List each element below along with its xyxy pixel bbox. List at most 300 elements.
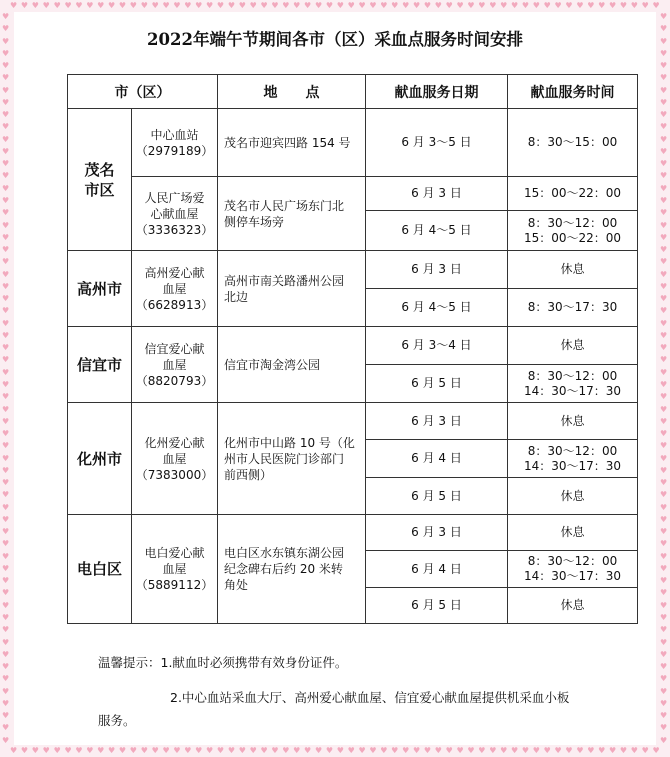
heart-icon: ♥ (336, 1, 344, 10)
heart-border-right (660, 12, 668, 745)
heart-icon: ♥ (2, 698, 10, 708)
heart-icon: ♥ (2, 637, 10, 647)
heart-icon: ♥ (129, 746, 137, 755)
city-cell: 高州市 (68, 251, 132, 327)
heart-icon: ♥ (510, 1, 519, 10)
heart-icon: ♥ (2, 588, 10, 598)
heart-icon: ♥ (216, 1, 225, 10)
heart-icon: ♥ (380, 1, 388, 10)
heart-icon: ♥ (660, 576, 668, 586)
heart-icon: ♥ (140, 746, 148, 755)
heart-icon: ♥ (423, 746, 432, 755)
heart-icon: ♥ (31, 1, 39, 10)
service-time-cell: 休息 (508, 251, 638, 289)
heart-icon: ♥ (445, 1, 453, 10)
heart-icon: ♥ (64, 746, 72, 755)
heart-icon: ♥ (554, 1, 562, 10)
heart-icon: ♥ (660, 539, 668, 549)
site-name-cell: 高州爱心献 血屋 （6628913） (132, 251, 218, 327)
service-date-cell: 6 月 5 日 (366, 365, 508, 403)
header-time: 献血服务时间 (508, 75, 638, 109)
service-time-cell: 休息 (508, 403, 638, 440)
service-date-cell: 6 月 5 日 (366, 588, 508, 624)
heart-icon: ♥ (358, 1, 366, 10)
heart-icon: ♥ (184, 1, 192, 10)
heart-icon: ♥ (521, 1, 530, 10)
heart-icon: ♥ (500, 1, 508, 10)
heart-icon: ♥ (576, 746, 584, 755)
heart-icon: ♥ (660, 649, 668, 659)
heart-border-left (2, 12, 10, 745)
table-row (68, 251, 638, 289)
heart-icon: ♥ (660, 563, 668, 573)
heart-icon: ♥ (2, 367, 10, 377)
heart-icon: ♥ (660, 183, 668, 193)
heart-icon: ♥ (2, 416, 10, 426)
heart-icon: ♥ (195, 746, 203, 755)
service-date-cell: 6 月 4～5 日 (366, 211, 508, 251)
heart-icon: ♥ (325, 746, 333, 755)
heart-icon: ♥ (118, 1, 127, 10)
heart-icon: ♥ (402, 746, 410, 755)
heart-icon: ♥ (347, 1, 355, 10)
heart-icon: ♥ (2, 490, 10, 500)
note-line-2: 2.中心血站采血大厅、高州爱心献血屋、信宜爱心献血屋提供机采血小板 (170, 690, 570, 705)
heart-icon: ♥ (660, 269, 668, 279)
heart-icon: ♥ (314, 1, 323, 10)
heart-icon: ♥ (75, 1, 83, 10)
service-time-cell: 8：30～12：00 14：30～17：30 (508, 365, 638, 403)
heart-icon: ♥ (238, 1, 246, 10)
heart-icon: ♥ (660, 85, 668, 95)
heart-icon: ♥ (660, 208, 668, 218)
header-city: 市（区） (68, 75, 218, 109)
heart-icon: ♥ (543, 1, 551, 10)
heart-icon: ♥ (660, 416, 668, 426)
heart-icon: ♥ (467, 1, 475, 10)
heart-icon: ♥ (293, 1, 301, 10)
heart-icon: ♥ (206, 1, 214, 10)
heart-icon: ♥ (31, 746, 39, 755)
header-date: 献血服务日期 (366, 75, 508, 109)
heart-icon: ♥ (660, 232, 668, 242)
heart-icon: ♥ (2, 330, 10, 340)
heart-icon: ♥ (216, 746, 225, 755)
heart-icon: ♥ (660, 12, 668, 21)
heart-icon: ♥ (2, 429, 10, 439)
document-page (14, 12, 656, 745)
heart-icon: ♥ (660, 502, 668, 512)
heart-icon: ♥ (86, 746, 94, 755)
heart-icon: ♥ (660, 674, 668, 684)
heart-icon: ♥ (630, 1, 638, 10)
heart-icon: ♥ (521, 746, 530, 755)
heart-icon: ♥ (598, 746, 606, 755)
heart-icon: ♥ (660, 48, 668, 58)
heart-icon: ♥ (2, 392, 10, 402)
heart-icon: ♥ (619, 1, 628, 10)
heart-icon: ♥ (2, 465, 10, 475)
heart-icon: ♥ (271, 746, 279, 755)
heart-icon: ♥ (641, 1, 649, 10)
heart-icon: ♥ (271, 1, 279, 10)
heart-icon: ♥ (478, 1, 486, 10)
address-cell: 茂名市迎宾四路 154 号 (218, 109, 366, 177)
heart-icon: ♥ (660, 245, 668, 255)
table-row (68, 109, 638, 177)
heart-icon: ♥ (660, 257, 668, 267)
heart-icon: ♥ (108, 746, 116, 755)
heart-icon: ♥ (2, 711, 10, 721)
heart-icon: ♥ (660, 36, 668, 46)
heart-icon: ♥ (2, 85, 10, 95)
heart-icon: ♥ (489, 1, 497, 10)
service-time-cell: 8：30～12：00 15：00～22：00 (508, 211, 638, 251)
heart-icon: ♥ (173, 746, 181, 755)
heart-icon: ♥ (249, 746, 257, 755)
page-title: 2022年端午节期间各市（区）采血点服务时间安排 (147, 30, 523, 49)
heart-icon: ♥ (587, 1, 595, 10)
heart-icon: ♥ (2, 527, 10, 537)
service-time-cell: 休息 (508, 588, 638, 624)
heart-icon: ♥ (660, 73, 668, 83)
heart-icon: ♥ (2, 600, 10, 610)
heart-icon: ♥ (660, 367, 668, 377)
site-name-cell: 中心血站 （2979189） (132, 109, 218, 177)
heart-icon: ♥ (42, 746, 50, 755)
heart-icon: ♥ (2, 245, 10, 255)
heart-icon: ♥ (2, 159, 10, 169)
table-row (68, 177, 638, 211)
heart-icon: ♥ (227, 746, 235, 755)
heart-icon: ♥ (2, 36, 10, 46)
heart-icon: ♥ (587, 746, 595, 755)
table-row (68, 515, 638, 551)
heart-icon: ♥ (660, 97, 668, 107)
heart-icon: ♥ (53, 746, 61, 755)
heart-icon: ♥ (489, 746, 497, 755)
heart-icon: ♥ (660, 686, 668, 696)
service-time-cell: 休息 (508, 327, 638, 365)
heart-icon: ♥ (2, 171, 10, 181)
heart-icon: ♥ (2, 281, 10, 291)
heart-icon: ♥ (314, 746, 323, 755)
header-location: 地 点 (218, 75, 366, 109)
heart-icon: ♥ (2, 232, 10, 242)
heart-icon: ♥ (660, 195, 668, 205)
heart-icon: ♥ (660, 527, 668, 537)
heart-icon: ♥ (86, 1, 94, 10)
service-date-cell: 6 月 3 日 (366, 251, 508, 289)
heart-icon: ♥ (598, 1, 606, 10)
heart-icon: ♥ (660, 490, 668, 500)
heart-icon: ♥ (2, 355, 10, 365)
heart-icon: ♥ (456, 1, 464, 10)
heart-icon: ♥ (118, 746, 127, 755)
heart-icon: ♥ (423, 1, 432, 10)
heart-icon: ♥ (652, 746, 660, 755)
heart-icon: ♥ (282, 1, 290, 10)
heart-icon: ♥ (369, 1, 377, 10)
heart-icon: ♥ (2, 220, 10, 230)
heart-icon: ♥ (2, 134, 10, 144)
heart-icon: ♥ (2, 48, 10, 58)
heart-icon: ♥ (10, 746, 18, 755)
heart-icon: ♥ (478, 746, 486, 755)
heart-icon: ♥ (652, 1, 660, 10)
heart-icon: ♥ (2, 61, 10, 71)
heart-icon: ♥ (660, 465, 668, 475)
heart-icon: ♥ (2, 306, 10, 316)
service-time-cell: 休息 (508, 478, 638, 515)
heart-icon: ♥ (249, 1, 257, 10)
heart-icon: ♥ (347, 746, 355, 755)
heart-icon: ♥ (660, 514, 668, 524)
heart-icon: ♥ (2, 97, 10, 107)
table-header-row (68, 75, 638, 109)
heart-icon: ♥ (184, 746, 192, 755)
heart-icon: ♥ (660, 122, 668, 132)
service-date-cell: 6 月 4 日 (366, 551, 508, 588)
heart-icon: ♥ (304, 746, 312, 755)
site-name-cell: 人民广场爱 心献血屋 （3336323） (132, 177, 218, 251)
service-date-cell: 6 月 4～5 日 (366, 289, 508, 327)
heart-icon: ♥ (434, 1, 442, 10)
heart-icon: ♥ (391, 1, 399, 10)
heart-icon: ♥ (660, 294, 668, 304)
heart-icon: ♥ (369, 746, 377, 755)
heart-icon: ♥ (660, 662, 668, 672)
service-time-cell: 休息 (508, 515, 638, 551)
heart-icon: ♥ (660, 637, 668, 647)
heart-icon: ♥ (162, 746, 170, 755)
service-time-cell: 8：30～17：30 (508, 289, 638, 327)
heart-icon: ♥ (532, 1, 540, 10)
heart-icon: ♥ (358, 746, 366, 755)
heart-icon: ♥ (2, 625, 10, 635)
heart-icon: ♥ (2, 613, 10, 623)
heart-icon: ♥ (412, 1, 421, 10)
heart-icon: ♥ (660, 110, 668, 120)
heart-icon: ♥ (660, 735, 668, 745)
heart-icon: ♥ (20, 1, 29, 10)
heart-icon: ♥ (543, 746, 551, 755)
heart-icon: ♥ (660, 723, 668, 733)
heart-icon: ♥ (2, 294, 10, 304)
heart-icon: ♥ (2, 723, 10, 733)
site-name-cell: 电白爱心献 血屋 （5889112） (132, 515, 218, 624)
service-date-cell: 6 月 5 日 (366, 478, 508, 515)
heart-icon: ♥ (336, 746, 344, 755)
heart-icon: ♥ (2, 12, 10, 21)
heart-icon: ♥ (619, 746, 628, 755)
heart-icon: ♥ (660, 343, 668, 353)
heart-icon: ♥ (2, 73, 10, 83)
heart-icon: ♥ (151, 746, 159, 755)
heart-icon: ♥ (10, 1, 18, 10)
heart-icon: ♥ (129, 1, 137, 10)
heart-icon: ♥ (2, 441, 10, 451)
table-row (68, 403, 638, 440)
heart-icon: ♥ (20, 746, 29, 755)
heart-icon: ♥ (2, 662, 10, 672)
heart-icon: ♥ (532, 746, 540, 755)
heart-icon: ♥ (75, 746, 83, 755)
heart-border-top (10, 2, 660, 10)
heart-icon: ♥ (2, 318, 10, 328)
heart-icon: ♥ (2, 269, 10, 279)
heart-icon: ♥ (2, 183, 10, 193)
heart-icon: ♥ (660, 220, 668, 230)
site-name-cell: 化州爱心献 血屋 （7383000） (132, 403, 218, 515)
heart-icon: ♥ (660, 613, 668, 623)
heart-icon: ♥ (660, 404, 668, 414)
heart-icon: ♥ (467, 746, 475, 755)
heart-icon: ♥ (53, 1, 61, 10)
heart-icon: ♥ (660, 453, 668, 463)
address-cell: 电白区水东镇东湖公园 纪念碑右后约 20 米转 角处 (218, 515, 366, 624)
schedule-table (67, 74, 638, 624)
heart-icon: ♥ (2, 208, 10, 218)
city-cell: 茂名 市区 (68, 109, 132, 251)
heart-icon: ♥ (660, 379, 668, 389)
heart-icon: ♥ (2, 24, 10, 34)
heart-icon: ♥ (380, 746, 388, 755)
heart-icon: ♥ (260, 1, 268, 10)
heart-icon: ♥ (140, 1, 148, 10)
heart-icon: ♥ (456, 746, 464, 755)
heart-icon: ♥ (412, 746, 421, 755)
service-date-cell: 6 月 3 日 (366, 177, 508, 211)
address-cell: 茂名市人民广场东门北 侧停车场旁 (218, 177, 366, 251)
heart-icon: ♥ (2, 649, 10, 659)
heart-icon: ♥ (630, 746, 638, 755)
service-time-cell: 8：30～15：00 (508, 109, 638, 177)
heart-icon: ♥ (260, 746, 268, 755)
service-date-cell: 6 月 3～5 日 (366, 109, 508, 177)
heart-icon: ♥ (282, 746, 290, 755)
heart-icon: ♥ (2, 502, 10, 512)
heart-icon: ♥ (660, 441, 668, 451)
heart-icon: ♥ (510, 746, 519, 755)
heart-icon: ♥ (2, 110, 10, 120)
heart-icon: ♥ (660, 625, 668, 635)
heart-icon: ♥ (2, 478, 10, 488)
heart-icon: ♥ (2, 539, 10, 549)
heart-icon: ♥ (195, 1, 203, 10)
city-cell: 电白区 (68, 515, 132, 624)
note-line-1: 温馨提示：1.献血时必须携带有效身份证件。 (98, 655, 348, 670)
heart-icon: ♥ (660, 698, 668, 708)
heart-icon: ♥ (2, 404, 10, 414)
heart-icon: ♥ (660, 600, 668, 610)
service-time-cell: 8：30～12：00 14：30～17：30 (508, 551, 638, 588)
heart-icon: ♥ (64, 1, 72, 10)
heart-icon: ♥ (660, 355, 668, 365)
heart-icon: ♥ (660, 281, 668, 291)
heart-icon: ♥ (2, 343, 10, 353)
heart-icon: ♥ (325, 1, 333, 10)
heart-icon: ♥ (391, 746, 399, 755)
heart-icon: ♥ (660, 146, 668, 156)
heart-icon: ♥ (304, 1, 312, 10)
heart-icon: ♥ (2, 551, 10, 561)
heart-icon: ♥ (641, 746, 649, 755)
heart-icon: ♥ (660, 330, 668, 340)
note-line-3: 服务。 (98, 713, 136, 728)
heart-icon: ♥ (500, 746, 508, 755)
service-time-cell: 15：00～22：00 (508, 177, 638, 211)
table-row (68, 327, 638, 365)
heart-icon: ♥ (206, 746, 214, 755)
heart-icon: ♥ (2, 563, 10, 573)
heart-icon: ♥ (660, 551, 668, 561)
heart-icon: ♥ (2, 122, 10, 132)
heart-border-bottom (10, 747, 660, 755)
heart-icon: ♥ (2, 674, 10, 684)
heart-icon: ♥ (2, 146, 10, 156)
heart-icon: ♥ (660, 318, 668, 328)
heart-icon: ♥ (660, 306, 668, 316)
heart-icon: ♥ (2, 576, 10, 586)
heart-icon: ♥ (2, 453, 10, 463)
heart-icon: ♥ (227, 1, 235, 10)
service-time-cell: 8：30～12：00 14：30～17：30 (508, 440, 638, 478)
heart-icon: ♥ (660, 61, 668, 71)
service-date-cell: 6 月 3～4 日 (366, 327, 508, 365)
heart-icon: ♥ (2, 735, 10, 745)
heart-icon: ♥ (108, 1, 116, 10)
heart-icon: ♥ (2, 257, 10, 267)
site-name-cell: 信宜爱心献 血屋 （8820793） (132, 327, 218, 403)
heart-icon: ♥ (565, 746, 573, 755)
heart-icon: ♥ (97, 746, 105, 755)
heart-icon: ♥ (660, 171, 668, 181)
heart-icon: ♥ (2, 195, 10, 205)
heart-icon: ♥ (2, 514, 10, 524)
service-date-cell: 6 月 3 日 (366, 515, 508, 551)
heart-icon: ♥ (608, 1, 617, 10)
heart-icon: ♥ (660, 134, 668, 144)
heart-icon: ♥ (173, 1, 181, 10)
heart-icon: ♥ (42, 1, 50, 10)
address-cell: 信宜市淘金湾公园 (218, 327, 366, 403)
heart-icon: ♥ (2, 686, 10, 696)
heart-icon: ♥ (293, 746, 301, 755)
heart-icon: ♥ (660, 392, 668, 402)
heart-icon: ♥ (660, 159, 668, 169)
service-date-cell: 6 月 4 日 (366, 440, 508, 478)
heart-icon: ♥ (162, 1, 170, 10)
heart-icon: ♥ (402, 1, 410, 10)
heart-icon: ♥ (151, 1, 159, 10)
heart-icon: ♥ (554, 746, 562, 755)
heart-icon: ♥ (660, 478, 668, 488)
heart-icon: ♥ (238, 746, 246, 755)
address-cell: 化州市中山路 10 号（化 州市人民医院门诊部门 前西侧） (218, 403, 366, 515)
heart-icon: ♥ (660, 588, 668, 598)
service-date-cell: 6 月 3 日 (366, 403, 508, 440)
heart-icon: ♥ (565, 1, 573, 10)
heart-icon: ♥ (660, 429, 668, 439)
heart-icon: ♥ (608, 746, 617, 755)
city-cell: 信宜市 (68, 327, 132, 403)
heart-icon: ♥ (660, 711, 668, 721)
heart-icon: ♥ (97, 1, 105, 10)
address-cell: 高州市南关路潘州公园 北边 (218, 251, 366, 327)
city-cell: 化州市 (68, 403, 132, 515)
heart-icon: ♥ (2, 379, 10, 389)
